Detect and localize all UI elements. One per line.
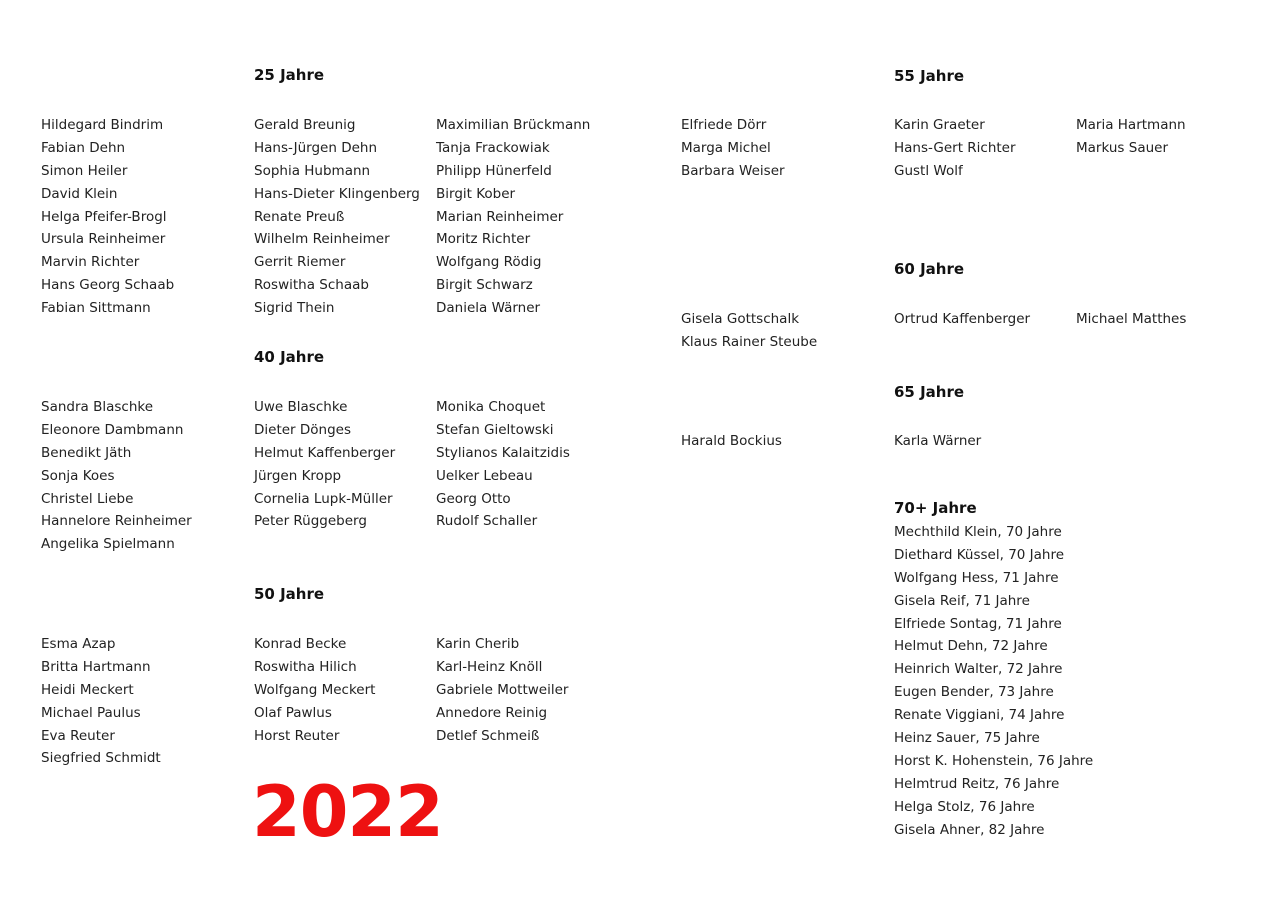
name-entry: Diethard Küssel, 70 Jahre (894, 546, 1065, 563)
name-entry: Elfriede Dörr (681, 117, 767, 133)
name-entry: Stefan Gieltowski (436, 421, 554, 438)
name-entry: Ortrud Kaffenberger (894, 311, 1031, 327)
name-entry: Helmtrud Reitz, 76 Jahre (894, 775, 1060, 792)
heading-40-jahre: 40 Jahre (254, 348, 325, 366)
name-entry: Maria Hartmann (1076, 117, 1186, 133)
name-entry: Harald Bockius (681, 433, 782, 449)
heading-70-plus-jahre: 70+ Jahre (894, 499, 977, 517)
list-70-plus-jahre (894, 521, 1093, 841)
name-entry: Helga Pfeifer-Brogl (41, 208, 167, 225)
name-entry: Angelika Spielmann (41, 536, 175, 553)
name-entry: Birgit Schwarz (436, 277, 533, 294)
name-entry: Birgit Kober (436, 185, 516, 202)
name-entry: Benedikt Jäth (41, 444, 132, 461)
name-entry: Marian Reinheimer (436, 208, 564, 225)
name-entry: Mechthild Klein, 70 Jahre (894, 524, 1062, 540)
name-entry: Tanja Frackowiak (436, 139, 550, 156)
name-entry: Hans-Dieter Klingenberg (254, 185, 420, 202)
name-entry: Uelker Lebeau (436, 467, 533, 484)
name-entry: Fabian Sittmann (41, 300, 151, 317)
name-entry: Sonja Koes (41, 467, 115, 484)
list-55-jahre-col3 (1076, 114, 1186, 160)
name-entry: Georg Otto (436, 490, 511, 507)
name-entry: Dieter Dönges (254, 421, 352, 438)
name-entry: Hildegard Bindrim (41, 117, 164, 133)
name-entry: Elfriede Sontag, 71 Jahre (894, 615, 1062, 632)
name-entry: Roswitha Schaab (254, 277, 369, 294)
name-entry: Annedore Reinig (436, 704, 548, 721)
name-entry: Heinz Sauer, 75 Jahre (894, 730, 1040, 747)
name-entry: Sandra Blaschke (41, 399, 154, 415)
name-entry: Esma Azap (41, 636, 116, 652)
list-65-jahre-col1 (681, 430, 782, 453)
name-entry: Gisela Gottschalk (681, 311, 800, 327)
name-entry: Cornelia Lupk-Müller (254, 490, 393, 507)
name-entry: Wolfgang Hess, 71 Jahre (894, 569, 1059, 586)
name-entry: Markus Sauer (1076, 139, 1169, 156)
name-entry: Heinrich Walter, 72 Jahre (894, 661, 1063, 678)
list-60-jahre-col2 (894, 308, 1030, 331)
name-entry: Helmut Dehn, 72 Jahre (894, 638, 1048, 655)
name-entry: Stylianos Kalaitzidis (436, 444, 570, 461)
name-entry: Karla Wärner (894, 433, 982, 449)
name-entry: Gerrit Riemer (254, 254, 346, 271)
name-entry: Fabian Dehn (41, 139, 126, 156)
name-entry: Roswitha Hilich (254, 658, 357, 675)
name-entry: Eugen Bender, 73 Jahre (894, 684, 1054, 701)
name-entry: Karin Cherib (436, 636, 520, 652)
name-entry: Hans-Jürgen Dehn (254, 139, 378, 156)
heading-55-jahre: 55 Jahre (894, 67, 965, 85)
name-entry: Horst Reuter (254, 727, 340, 744)
name-entry: Marvin Richter (41, 254, 140, 271)
list-40-jahre-col2 (254, 396, 395, 533)
list-40-jahre-col3 (436, 396, 570, 533)
list-55-jahre-col1 (681, 114, 785, 183)
name-entry: Karl-Heinz Knöll (436, 658, 543, 675)
name-entry: Britta Hartmann (41, 658, 151, 675)
list-55-jahre-col2 (894, 114, 1016, 183)
list-25-jahre-col3 (436, 114, 590, 320)
name-entry: Siegfried Schmidt (41, 750, 161, 767)
name-entry: Konrad Becke (254, 636, 347, 652)
heading-65-jahre: 65 Jahre (894, 383, 965, 401)
name-entry: Michael Paulus (41, 704, 141, 721)
name-entry: Gustl Wolf (894, 162, 963, 179)
name-entry: Karin Graeter (894, 117, 985, 133)
name-entry: Uwe Blaschke (254, 399, 348, 415)
name-entry: Simon Heiler (41, 162, 128, 179)
list-60-jahre-col1 (681, 308, 817, 354)
name-entry: Renate Viggiani, 74 Jahre (894, 707, 1065, 724)
name-entry: Gisela Ahner, 82 Jahre (894, 821, 1045, 838)
list-65-jahre-col2 (894, 430, 981, 453)
name-entry: Moritz Richter (436, 231, 531, 248)
list-50-jahre-col1 (41, 633, 161, 770)
name-entry: Monika Choquet (436, 399, 546, 415)
name-entry: Helmut Kaffenberger (254, 444, 396, 461)
list-25-jahre-col2 (254, 114, 420, 320)
name-entry: Maximilian Brückmann (436, 117, 591, 133)
name-entry: Detlef Schmeiß (436, 727, 540, 744)
heading-50-jahre: 50 Jahre (254, 585, 325, 603)
name-entry: Helga Stolz, 76 Jahre (894, 798, 1035, 815)
list-50-jahre-col3 (436, 633, 568, 747)
name-entry: Renate Preuß (254, 208, 345, 225)
list-25-jahre-col1 (41, 114, 174, 320)
name-entry: Hannelore Reinheimer (41, 513, 192, 530)
name-entry: Wolfgang Rödig (436, 254, 542, 271)
list-40-jahre-col1 (41, 396, 192, 556)
name-entry: Eva Reuter (41, 727, 115, 744)
heading-25-jahre: 25 Jahre (254, 66, 325, 84)
name-entry: Hans Georg Schaab (41, 277, 175, 294)
name-entry: Marga Michel (681, 139, 771, 156)
name-entry: Philipp Hünerfeld (436, 162, 552, 179)
name-entry: Gisela Reif, 71 Jahre (894, 592, 1030, 609)
name-entry: Peter Rüggeberg (254, 513, 367, 530)
name-entry: Klaus Rainer Steube (681, 333, 818, 350)
list-60-jahre-col3 (1076, 308, 1186, 331)
name-entry: Wilhelm Reinheimer (254, 231, 390, 248)
name-entry: Hans-Gert Richter (894, 139, 1016, 156)
name-entry: Sophia Hubmann (254, 162, 371, 179)
name-entry: Christel Liebe (41, 490, 134, 507)
name-entry: Heidi Meckert (41, 681, 134, 698)
name-entry: Eleonore Dambmann (41, 421, 184, 438)
list-50-jahre-col2 (254, 633, 375, 747)
year-title: 2022 (252, 771, 443, 853)
name-entry: Rudolf Schaller (436, 513, 538, 530)
name-entry: Barbara Weiser (681, 162, 785, 179)
name-entry: Daniela Wärner (436, 300, 541, 317)
name-entry: Olaf Pawlus (254, 704, 332, 721)
name-entry: Michael Matthes (1076, 311, 1187, 327)
name-entry: Gerald Breunig (254, 117, 356, 133)
name-entry: Ursula Reinheimer (41, 231, 166, 248)
heading-60-jahre: 60 Jahre (894, 260, 965, 278)
name-entry: Sigrid Thein (254, 300, 335, 317)
name-entry: Horst K. Hohenstein, 76 Jahre (894, 752, 1094, 769)
name-entry: Gabriele Mottweiler (436, 681, 569, 698)
name-entry: Wolfgang Meckert (254, 681, 376, 698)
name-entry: Jürgen Kropp (254, 467, 342, 484)
name-entry: David Klein (41, 185, 118, 202)
